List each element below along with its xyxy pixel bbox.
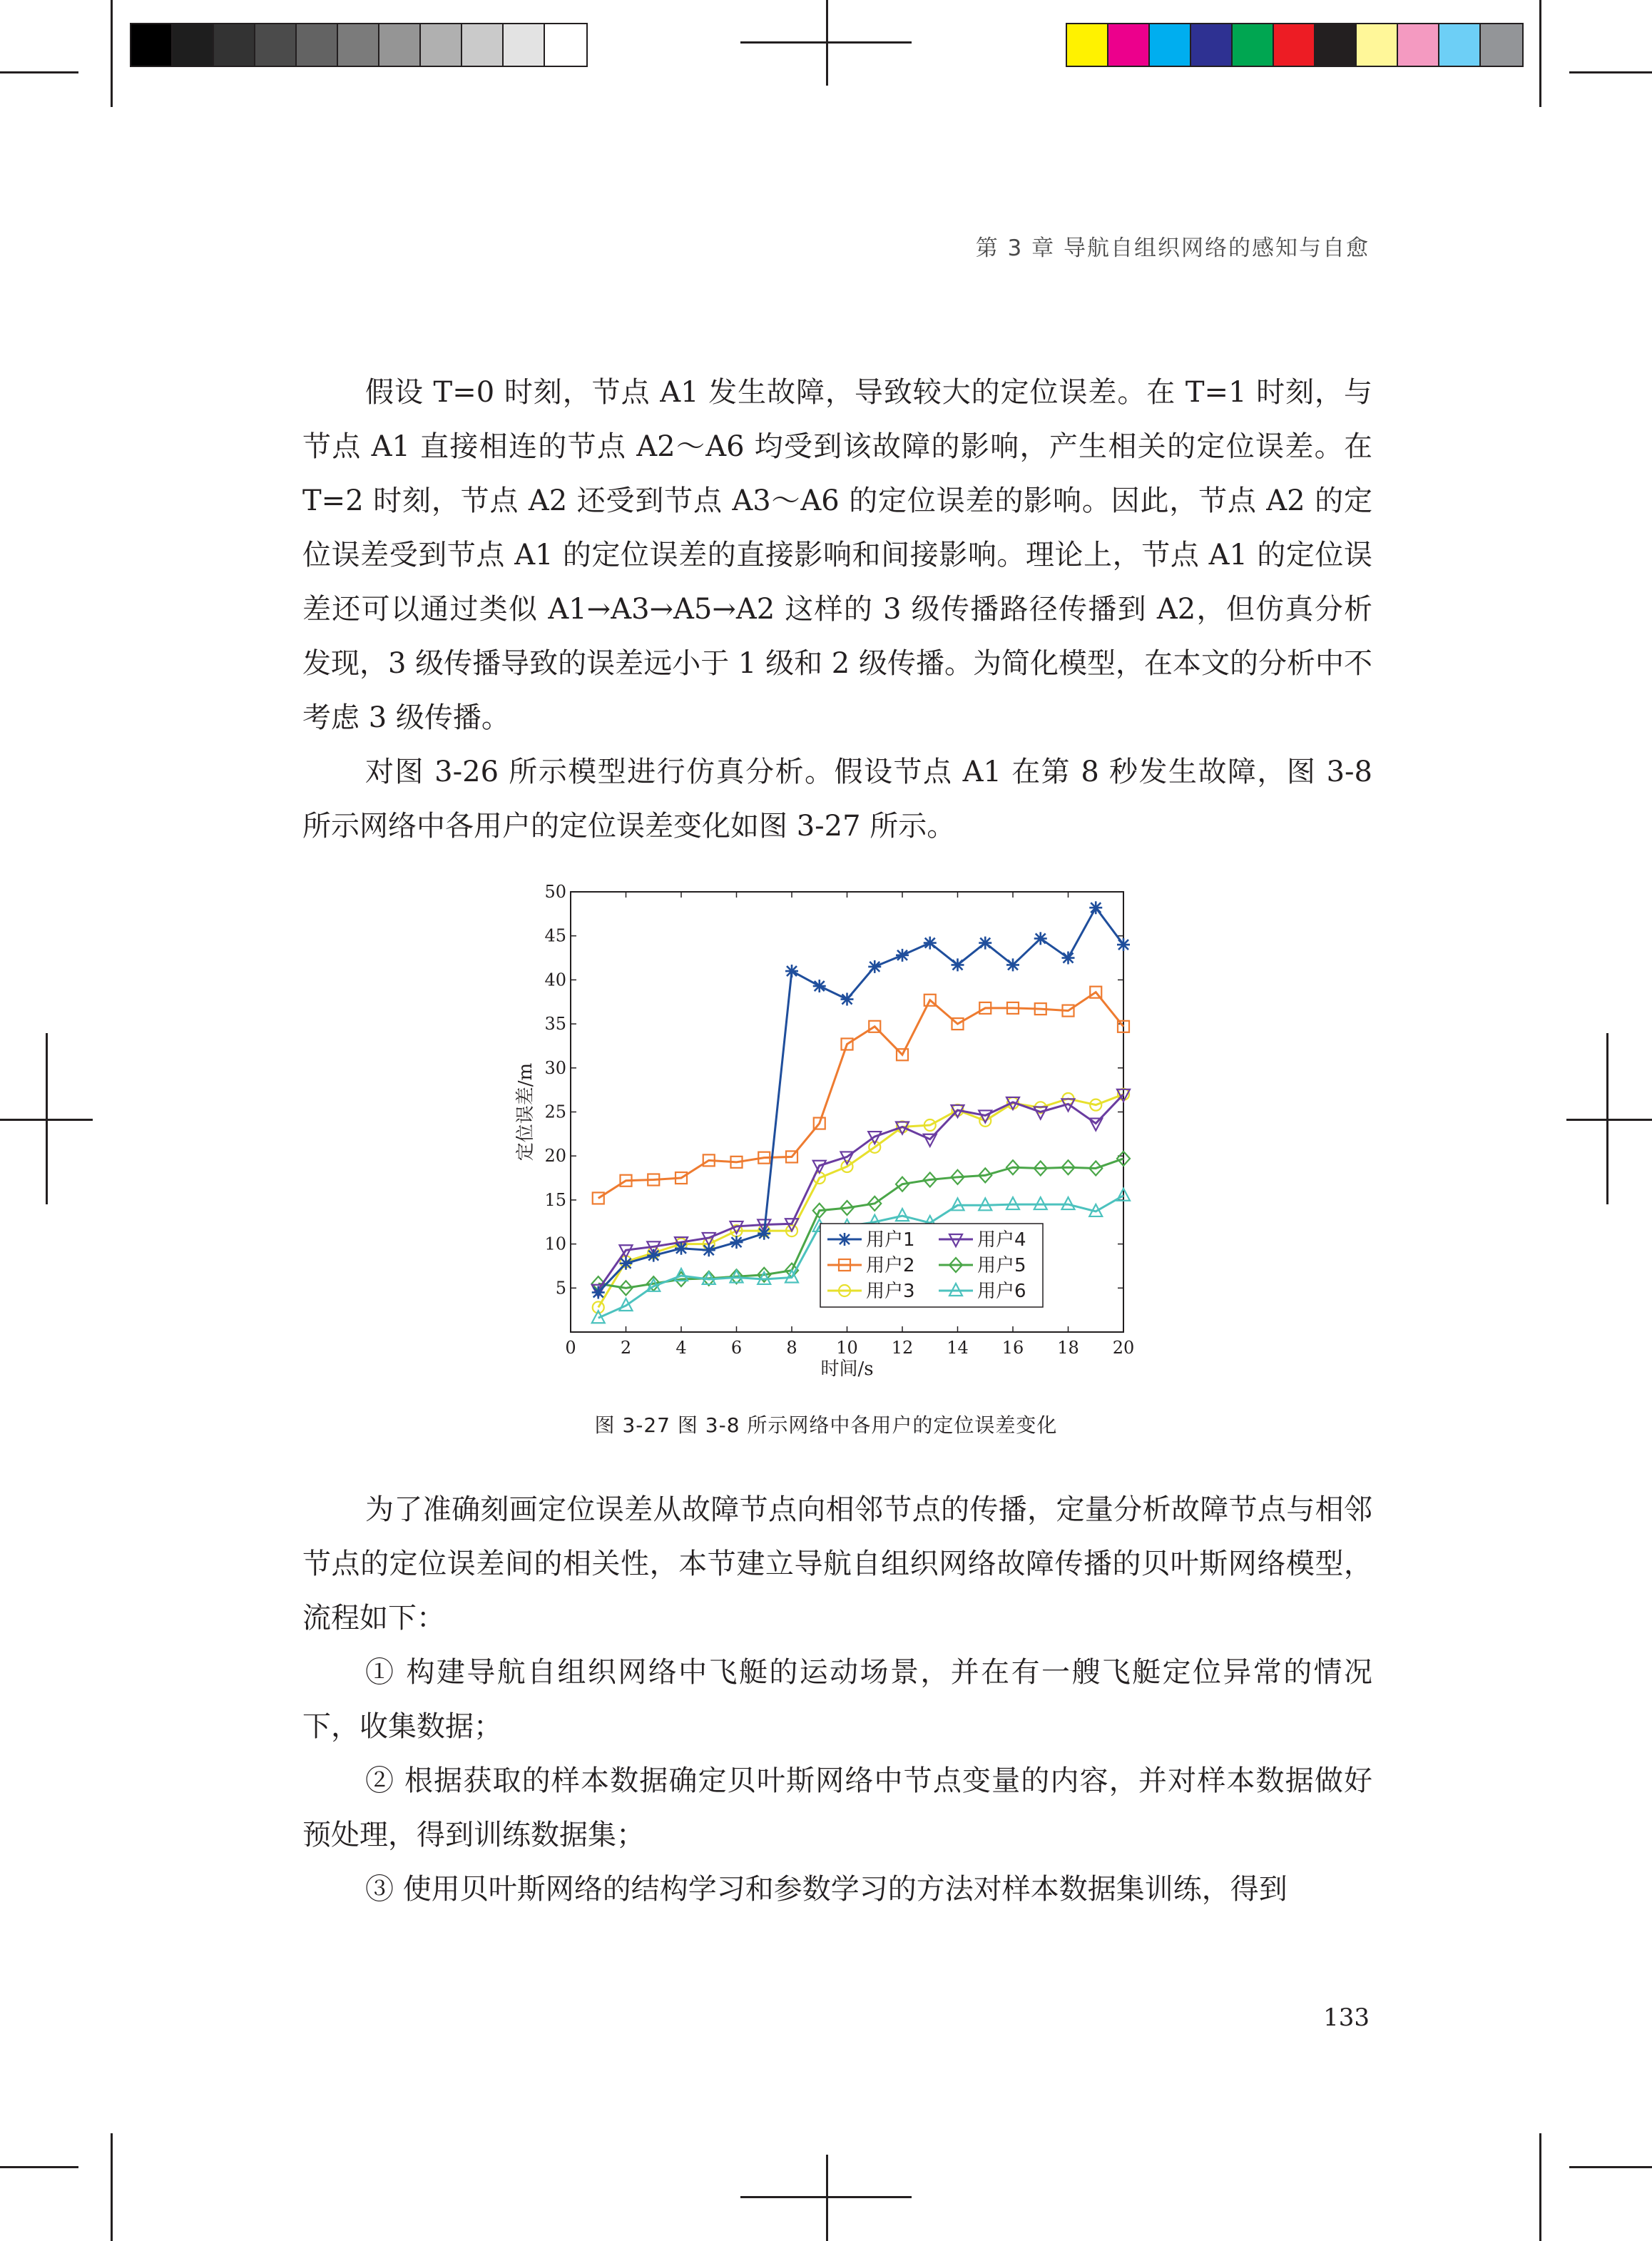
- crop-mark: [111, 0, 113, 107]
- y-tick-label: 40: [544, 970, 566, 990]
- page-number: 133: [1323, 2003, 1370, 2032]
- crop-mark: [740, 41, 912, 44]
- y-tick-label: 20: [544, 1146, 566, 1167]
- color-swatch: [1398, 24, 1439, 66]
- x-tick-label: 12: [891, 1338, 914, 1358]
- data-point: [1062, 952, 1075, 965]
- x-tick-label: 10: [836, 1338, 858, 1358]
- color-swatch: [545, 24, 586, 66]
- x-axis-label: 时间/s: [820, 1358, 874, 1380]
- color-swatch: [1274, 24, 1315, 66]
- data-point: [1006, 958, 1019, 971]
- data-point: [1089, 901, 1102, 914]
- color-swatch: [214, 24, 255, 66]
- x-tick-label: 16: [1001, 1338, 1024, 1358]
- data-point: [868, 960, 881, 973]
- data-point: [841, 993, 854, 1006]
- crop-mark: [1569, 71, 1652, 73]
- y-tick-label: 10: [544, 1234, 566, 1254]
- data-point: [675, 1242, 688, 1255]
- data-point: [1117, 938, 1130, 951]
- data-point: [730, 1236, 743, 1249]
- crop-mark: [0, 2166, 78, 2168]
- y-tick-label: 25: [544, 1102, 566, 1122]
- color-swatch: [379, 24, 421, 66]
- y-axis-label: 定位误差/m: [515, 1062, 536, 1162]
- crop-mark: [1539, 0, 1541, 107]
- x-tick-label: 8: [786, 1338, 797, 1358]
- list-item: ② 根据获取的样本数据确定贝叶斯网络中节点变量的内容，并对样本数据做好预处理，得到训练数据集；: [302, 1764, 1372, 1851]
- legend-label: 用户4: [977, 1229, 1026, 1251]
- data-point: [620, 1257, 633, 1270]
- color-swatch: [1315, 24, 1357, 66]
- grayscale-calibration-bar: [130, 23, 588, 67]
- x-tick-label: 0: [565, 1338, 576, 1358]
- data-point: [785, 965, 798, 977]
- series-2: [593, 987, 1129, 1204]
- data-point: [592, 1286, 605, 1299]
- color-swatch: [131, 24, 173, 66]
- list-item: ① 构建导航自组织网络中飞艇的运动场景，并在有一艘飞艇定位异常的情况下，收集数据；: [302, 1656, 1372, 1743]
- list-item: ③ 使用贝叶斯网络的结构学习和参数学习的方法对样本数据集训练，得到: [365, 1873, 1288, 1906]
- color-swatch: [1357, 24, 1398, 66]
- color-swatch: [173, 24, 214, 66]
- data-point: [703, 1244, 715, 1256]
- color-swatch: [297, 24, 338, 66]
- data-point: [896, 949, 909, 962]
- color-swatch: [462, 24, 504, 66]
- data-point: [813, 980, 826, 992]
- crop-mark: [111, 2133, 113, 2241]
- data-point: [979, 937, 991, 950]
- data-point: [952, 958, 964, 971]
- x-tick-label: 2: [620, 1338, 632, 1358]
- body-paragraph: 假设 T=0 时刻，节点 A1 发生故障，导致较大的定位误差。在 T=1 时刻，与节点 A1 直接相连的节点 A2～A6 均受到该故障的影响，产生相关的定位误差。在 T=2 时刻，节点 A2 还受到节点 A3～A6 的定位误差的影响。因此，节点 A2 的定位误差受到节点 A1 的定位误差的直接影响和间接影响。理论上，节点 A1 的定位误差还可以通过类似 A1→A3→A5→A2 这样的 3 级传播路径传播到 A2，但仿真分析发现，3 级传播导致的误差远小于 1 级和 2 级传播。为简化模型，在本文的分析中不考虑 3 级传播。: [302, 376, 1372, 734]
- y-tick-label: 45: [544, 925, 566, 946]
- legend-label: 用户3: [866, 1281, 915, 1302]
- figure-caption: 图 3-27 图 3-8 所示网络中各用户的定位误差变化: [594, 1413, 1058, 1437]
- crop-mark: [740, 2196, 912, 2198]
- legend-label: 用户1: [866, 1229, 915, 1251]
- data-point: [1034, 932, 1047, 945]
- color-swatch: [1191, 24, 1233, 66]
- x-tick-label: 20: [1112, 1338, 1135, 1358]
- y-tick-label: 35: [544, 1014, 566, 1035]
- crop-mark: [1569, 2166, 1652, 2168]
- color-swatch: [1150, 24, 1191, 66]
- legend-label: 用户2: [866, 1255, 915, 1276]
- body-paragraph: 对图 3-26 所示模型进行仿真分析。假设节点 A1 在第 8 秒发生故障，图 3-8 所示网络中各用户的定位误差变化如图 3-27 所示。: [302, 756, 1372, 843]
- x-tick-label: 14: [947, 1338, 969, 1358]
- color-swatch: [1067, 24, 1108, 66]
- y-tick-label: 15: [544, 1189, 566, 1210]
- legend-marker: [838, 1233, 851, 1246]
- color-swatch: [1439, 24, 1481, 66]
- y-tick-label: 30: [544, 1057, 566, 1078]
- crop-mark: [1539, 2133, 1541, 2241]
- color-swatch: [1233, 24, 1274, 66]
- crop-mark: [1606, 1033, 1608, 1204]
- crop-mark: [0, 71, 78, 73]
- data-point: [924, 937, 937, 950]
- data-point: [647, 1249, 660, 1262]
- crop-mark: [46, 1033, 48, 1204]
- legend-label: 用户5: [977, 1255, 1026, 1276]
- color-calibration-bar: [1066, 23, 1524, 67]
- y-tick-label: 50: [544, 882, 566, 902]
- color-swatch: [1108, 24, 1150, 66]
- body-paragraph: 为了准确刻画定位误差从故障节点向相邻节点的传播，定量分析故障节点与相邻节点的定位误差间的相关性，本节建立导航自组织网络故障传播的贝叶斯网络模型，流程如下：: [302, 1493, 1372, 1635]
- y-tick-label: 5: [555, 1278, 566, 1299]
- color-swatch: [421, 24, 462, 66]
- x-tick-label: 6: [730, 1338, 743, 1358]
- color-swatch: [255, 24, 297, 66]
- color-swatch: [504, 24, 545, 66]
- color-swatch: [1481, 24, 1522, 66]
- color-swatch: [338, 24, 379, 66]
- legend-label: 用户6: [977, 1281, 1026, 1302]
- x-tick-label: 4: [675, 1338, 687, 1358]
- x-tick-label: 18: [1057, 1338, 1079, 1358]
- running-head: 第 3 章 导航自组织网络的感知与自愈: [975, 235, 1370, 261]
- data-point: [758, 1227, 770, 1240]
- positioning-error-chart: [499, 881, 1156, 1381]
- crop-mark: [1566, 1119, 1652, 1121]
